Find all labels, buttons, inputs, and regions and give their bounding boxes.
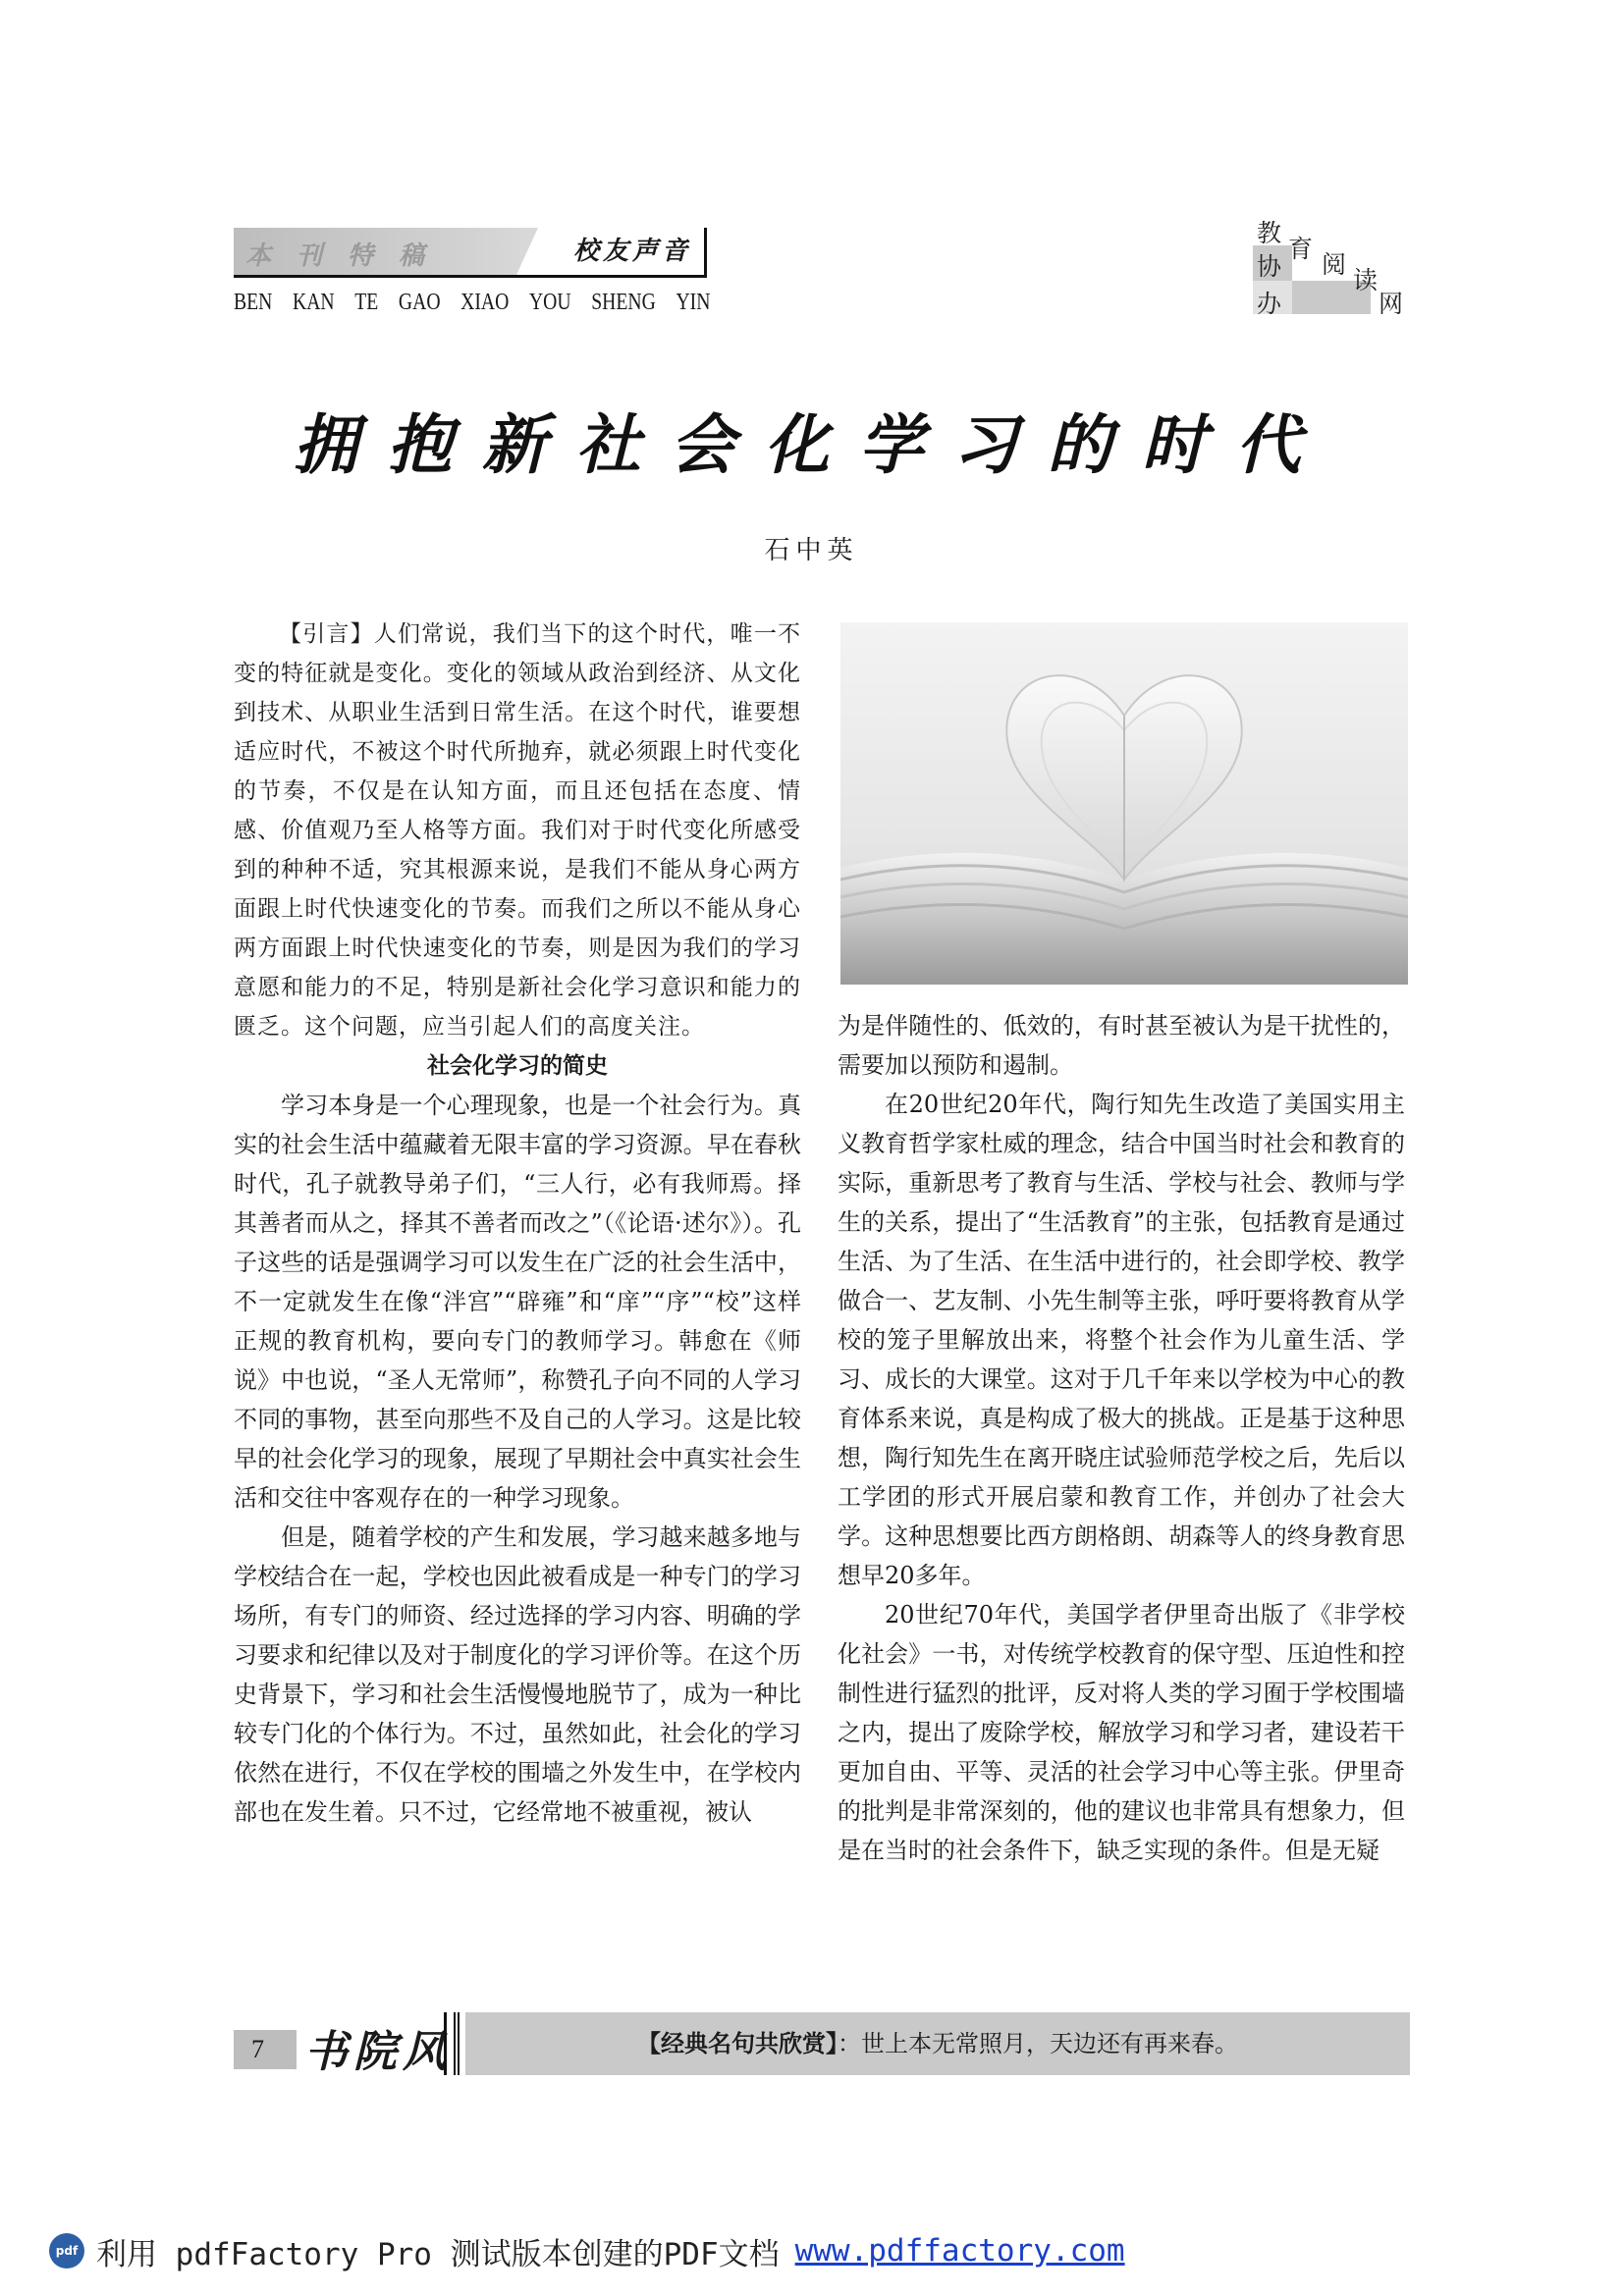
pdffactory-link[interactable]: www.pdffactory.com xyxy=(794,2233,1125,2269)
header-pinyin xyxy=(234,290,710,316)
section-label-left: 本刊特稿 xyxy=(245,241,451,271)
pinyin-word: BEN xyxy=(234,290,273,315)
pinyin-word: XIAO xyxy=(460,290,510,315)
section-header xyxy=(234,228,707,279)
article-author: 石中英 xyxy=(764,536,859,565)
logo-char: 协 xyxy=(1257,252,1282,281)
quote-heading: 【经典名句共欣赏】 xyxy=(637,2030,838,2057)
logo-char: 阅 xyxy=(1322,250,1347,279)
book-heart-illustration xyxy=(840,622,1408,985)
intro-lead: 【引言】 xyxy=(279,621,374,647)
logo-char: 网 xyxy=(1379,290,1404,318)
intro-paragraph xyxy=(234,614,801,1046)
pinyin-word: KAN xyxy=(292,290,335,315)
section-heading: 社会化学习的简史 xyxy=(427,1053,608,1079)
footer-divider xyxy=(444,2012,460,2075)
pdf-watermark xyxy=(49,2226,1129,2275)
pinyin-word: SHENG xyxy=(591,290,656,315)
intro-body: 人们常说，我们当下的这个时代，唯一不变的特征就是变化。变化的领域从政治到经济、从文化到技术、从职业生活到日常生活。在这个时代，谁要想适应时代，不被这个时代所抛弃，就必须跟上时代变化的节奏，不仅是在认知方面，而且还包括在态度、情感、价值观乃至人格等方面。我们对于时代变化所感受到的种种不适，究其根源来说，是我们不能从身心两方面跟上时代快速变化的节奏。而我们之所以不能从身心两方面跟上时代快速变化的节奏，则是因为我们的学习意愿和能力的不足，特别是新社会化学习意识和能力的匮乏。这个问题，应当引起人们的高度关注。 xyxy=(234,621,802,1040)
section-label-right: 校友声音 xyxy=(538,228,707,275)
body-paragraph: 为是伴随性的、低效的，有时甚至被认为是干扰性的，需要加以预防和遏制。 xyxy=(838,1012,1405,1079)
article-title: 拥抱新社会化学习的时代 xyxy=(293,406,1330,483)
logo-char: 办 xyxy=(1257,290,1282,318)
pinyin-word: TE xyxy=(354,290,379,315)
watermark-text: 利用 pdfFactory Pro 测试版本创建的PDF文档 xyxy=(96,2236,780,2272)
left-column xyxy=(234,614,801,1832)
page-footer xyxy=(234,2012,1410,2075)
body-paragraph: 在20世纪20年代，陶行知先生改造了美国实用主义教育哲学家杜威的理念，结合中国当时社会和教育的实际，重新思考了教育与生活、学校与社会、教师与学生的关系，提出了“生活教育”的主张，包括教育是通过生活、为了生活、在生活中进行的，社会即学校、教学做合一、艺友制、小先生制等主张，呼吁要将教育从学校的笼子里解放出来，将整个社会作为儿童生活、学习、成长的大课堂。这对于几千年来以学校为中心的教育体系来说，真是构成了极大的挑战。正是基于这种思想，陶行知先生在离开晓庄试验师范学校之后，先后以工学团的形式开展启蒙和教育工作，并创办了社会大学。这种思想要比西方朗格朗、胡森等人的终身教育思想早20多年。 xyxy=(838,1091,1405,1589)
magazine-brand: 书院风 xyxy=(304,2027,452,2077)
logo-char: 教 xyxy=(1257,219,1282,247)
pinyin-word: GAO xyxy=(398,290,441,315)
body-paragraph: 学习本身是一个心理现象，也是一个社会行为。真实的社会生活中蕴藏着无限丰富的学习资源。早在春秋时代，孔子就教导弟子们，“三人行，必有我师焉。择其善者而从之，择其不善者而改之”（《论语·述尔》）。孔子这些的话是强调学习可以发生在广泛的社会生活中，不一定就发生在像“泮宫”“辟雍”和“庠”“序”“校”这样正规的教育机构，要向专门的教师学习。韩愈在《师说》中也说，“圣人无常师”，称赞孔子向不同的人学习不同的事物，甚至向那些不及自己的人学习。这是比较早的社会化学习的现象，展现了早期社会中真实社会生活和交往中客观存在的一种学习现象。 xyxy=(234,1092,801,1512)
pinyin-word: YOU xyxy=(528,290,571,315)
site-logo xyxy=(1253,214,1410,322)
quote-text: ：世上本无常照月，天边还有再来春。 xyxy=(838,2030,1238,2057)
book-heart-photo xyxy=(840,622,1408,985)
page-number: 7 xyxy=(234,2030,297,2069)
classic-quote xyxy=(465,2012,1410,2075)
logo-char: 读 xyxy=(1353,266,1379,294)
body-paragraph: 但是，随着学校的产生和发展，学习越来越多地与学校结合在一起，学校也因此被看成是一种专门的学习场所，有专门的师资、经过选择的学习内容、明确的学习要求和纪律以及对于制度化的学习评价等。在这个历史背景下，学习和社会生活慢慢地脱节了，成为一种比较专门化的个体行为。不过，虽然如此，社会化的学习依然在进行，不仅在学校的围墙之外发生中，在学校内部也在发生着。只不过，它经常地不被重视，被认 xyxy=(234,1523,801,1826)
right-column xyxy=(838,1006,1405,1870)
pinyin-word: YIN xyxy=(676,290,711,315)
body-paragraph: 20世纪70年代，美国学者伊里奇出版了《非学校化社会》一书，对传统学校教育的保守型、压迫性和控制性进行猛烈的批评，反对将人类的学习囿于学校围墙之内，提出了废除学校，解放学习和学习者，建设若干更加自由、平等、灵活的社会学习中心等主张。伊里奇的批判是非常深刻的，他的建议也非常具有想象力，但是在当时的社会条件下，缺乏实现的条件。但是无疑 xyxy=(838,1601,1405,1864)
logo-char: 育 xyxy=(1288,235,1314,263)
pdffactory-icon: pdf xyxy=(49,2233,84,2269)
header-underline xyxy=(234,275,707,278)
